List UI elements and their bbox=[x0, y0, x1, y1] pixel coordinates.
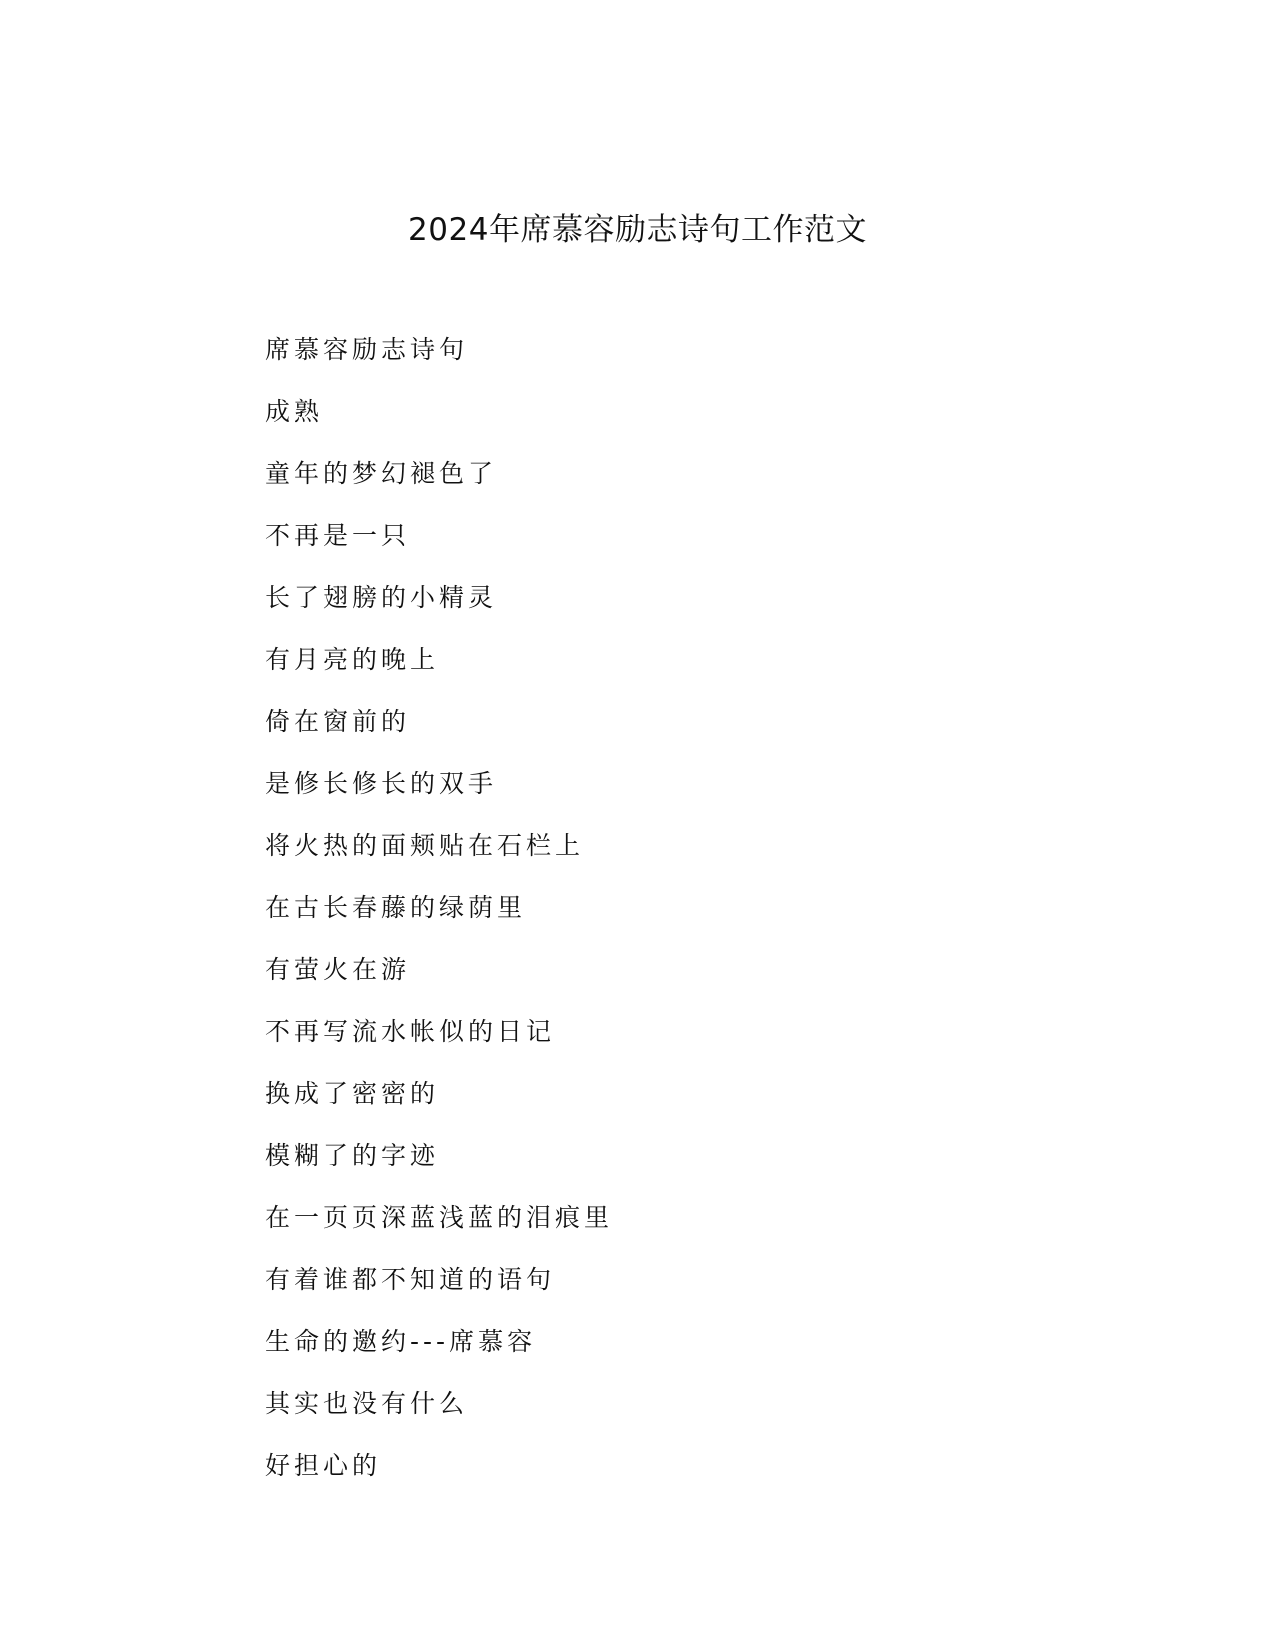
poem-line: 将火热的面颊贴在石栏上 bbox=[265, 831, 585, 860]
poem-line: 不再是一只 bbox=[265, 521, 411, 550]
poem-line: 好担心的 bbox=[265, 1451, 382, 1480]
poem-line: 是修长修长的双手 bbox=[265, 769, 498, 798]
poem-line: 换成了密密的 bbox=[265, 1079, 440, 1108]
poem-line: 有萤火在游 bbox=[265, 955, 411, 984]
poem-line: 童年的梦幻褪色了 bbox=[265, 459, 498, 488]
poem-line: 生命的邀约---席慕容 bbox=[265, 1327, 537, 1356]
document-title: 2024年席慕容励志诗句工作范文 bbox=[408, 212, 867, 248]
poem-line: 有着谁都不知道的语句 bbox=[265, 1265, 556, 1294]
poem-line: 在一页页深蓝浅蓝的泪痕里 bbox=[265, 1203, 614, 1232]
poem-body bbox=[265, 330, 613, 1508]
poem-line: 长了翅膀的小精灵 bbox=[265, 583, 498, 612]
poem-line: 成熟 bbox=[265, 397, 324, 426]
poem-line: 在古长春藤的绿荫里 bbox=[265, 893, 527, 922]
poem-line: 倚在窗前的 bbox=[265, 707, 411, 736]
poem-line: 模糊了的字迹 bbox=[265, 1141, 440, 1170]
poem-line: 席慕容励志诗句 bbox=[265, 335, 469, 364]
poem-line: 其实也没有什么 bbox=[265, 1389, 469, 1418]
poem-line: 有月亮的晚上 bbox=[265, 645, 440, 674]
poem-line: 不再写流水帐似的日记 bbox=[265, 1017, 556, 1046]
